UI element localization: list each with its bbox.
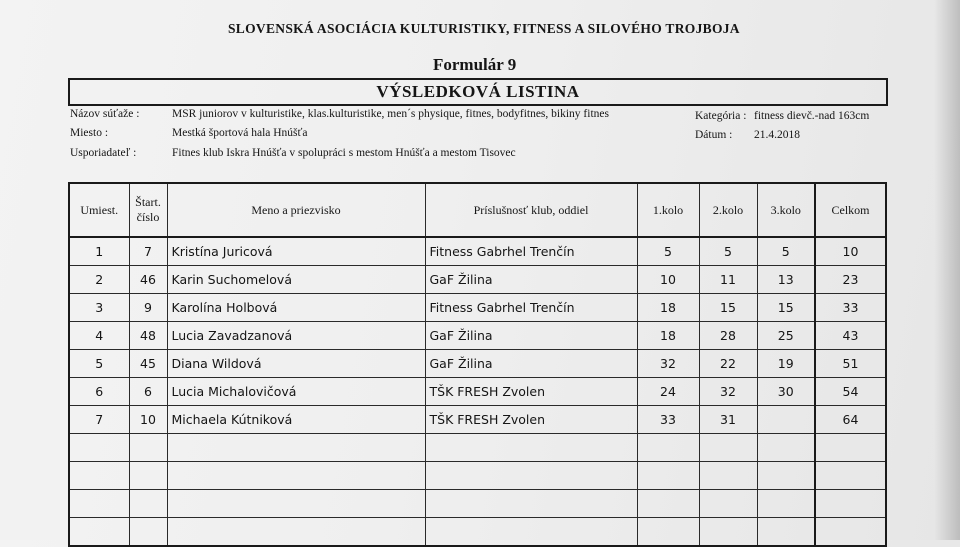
cell-round1: 32	[637, 350, 699, 378]
date-value: 21.4.2018	[754, 129, 800, 141]
table-row	[69, 378, 886, 406]
results-table	[68, 182, 887, 547]
cell-total: 23	[815, 266, 886, 294]
cell-club: TŠK FRESH Zvolen	[425, 406, 637, 434]
competition-label: Názov súťaže :	[70, 108, 140, 120]
cell-round3: 25	[757, 322, 815, 350]
empty-row	[69, 490, 886, 518]
cell-round2: 28	[699, 322, 757, 350]
table-row	[69, 350, 886, 378]
empty-cell	[167, 434, 425, 462]
organizer-label: Usporiadateľ :	[70, 147, 137, 159]
cell-place: 3	[69, 294, 129, 322]
category-value: fitness dievč.-nad 163cm	[754, 110, 870, 122]
cell-club: TŠK FRESH Zvolen	[425, 378, 637, 406]
organization-name: SLOVENSKÁ ASOCIÁCIA KULTURISTIKY, FITNESS A SILOVÉHO TROJBOJA	[228, 21, 740, 36]
empty-cell	[815, 518, 886, 547]
cell-start-number: 10	[129, 406, 167, 434]
empty-cell	[425, 434, 637, 462]
cell-round3: 13	[757, 266, 815, 294]
empty-cell	[815, 490, 886, 518]
cell-total: 51	[815, 350, 886, 378]
empty-cell	[699, 434, 757, 462]
cell-name: Karolína Holbová	[167, 294, 425, 322]
empty-cell	[129, 434, 167, 462]
empty-cell	[637, 490, 699, 518]
col-header-round2: 2.kolo	[699, 183, 757, 237]
cell-total: 10	[815, 237, 886, 266]
col-header-start-number	[129, 183, 167, 237]
empty-cell	[815, 462, 886, 490]
empty-cell	[637, 518, 699, 547]
table-row	[69, 322, 886, 350]
cell-round2: 32	[699, 378, 757, 406]
cell-round2: 5	[699, 237, 757, 266]
empty-cell	[637, 462, 699, 490]
empty-cell	[757, 518, 815, 547]
cell-name: Lucia Michalovičová	[167, 378, 425, 406]
empty-cell	[757, 434, 815, 462]
cell-start-number: 46	[129, 266, 167, 294]
cell-place: 5	[69, 350, 129, 378]
empty-cell	[167, 462, 425, 490]
cell-round3: 19	[757, 350, 815, 378]
empty-cell	[69, 518, 129, 547]
empty-cell	[699, 490, 757, 518]
empty-cell	[69, 462, 129, 490]
empty-cell	[129, 490, 167, 518]
venue-label: Miesto :	[70, 127, 109, 139]
empty-cell	[425, 518, 637, 547]
col-header-start-line1: Štart.	[135, 195, 161, 209]
col-header-start-line2: číslo	[136, 210, 160, 224]
col-header-place: Umiest.	[69, 183, 129, 237]
cell-club: GaF Žilina	[425, 322, 637, 350]
cell-place: 2	[69, 266, 129, 294]
cell-round3	[757, 406, 815, 434]
cell-round3: 15	[757, 294, 815, 322]
cell-round1: 33	[637, 406, 699, 434]
empty-cell	[167, 518, 425, 547]
empty-cell	[757, 490, 815, 518]
cell-start-number: 45	[129, 350, 167, 378]
cell-club: GaF Žilina	[425, 266, 637, 294]
cell-start-number: 48	[129, 322, 167, 350]
title-box	[68, 78, 888, 106]
form-number: Formulár 9	[433, 55, 517, 74]
cell-place: 4	[69, 322, 129, 350]
table-row	[69, 294, 886, 322]
cell-name: Karin Suchomelová	[167, 266, 425, 294]
col-header-total: Celkom	[815, 183, 886, 237]
empty-cell	[129, 518, 167, 547]
empty-row	[69, 518, 886, 547]
cell-place: 7	[69, 406, 129, 434]
cell-total: 54	[815, 378, 886, 406]
cell-club: Fitness Gabrhel Trenčín	[425, 237, 637, 266]
empty-cell	[815, 434, 886, 462]
cell-club: GaF Žilina	[425, 350, 637, 378]
table-row	[69, 406, 886, 434]
empty-cell	[69, 434, 129, 462]
col-header-club: Príslušnosť klub, oddiel	[425, 183, 637, 237]
table-header-row	[69, 183, 886, 237]
cell-total: 33	[815, 294, 886, 322]
cell-round1: 18	[637, 294, 699, 322]
empty-cell	[699, 518, 757, 547]
empty-cell	[167, 490, 425, 518]
cell-total: 64	[815, 406, 886, 434]
cell-place: 6	[69, 378, 129, 406]
cell-club: Fitness Gabrhel Trenčín	[425, 294, 637, 322]
table-row	[69, 237, 886, 266]
col-header-round3: 3.kolo	[757, 183, 815, 237]
date-label: Dátum :	[695, 129, 733, 141]
cell-round1: 18	[637, 322, 699, 350]
document-title: VÝSLEDKOVÁ LISTINA	[376, 82, 580, 101]
cell-start-number: 9	[129, 294, 167, 322]
cell-round1: 5	[637, 237, 699, 266]
cell-name: Lucia Zavadzanová	[167, 322, 425, 350]
cell-round2: 15	[699, 294, 757, 322]
cell-place: 1	[69, 237, 129, 266]
cell-total: 43	[815, 322, 886, 350]
empty-row	[69, 434, 886, 462]
cell-name: Kristína Juricová	[167, 237, 425, 266]
category-label: Kategória :	[695, 110, 747, 122]
cell-start-number: 6	[129, 378, 167, 406]
cell-round3: 30	[757, 378, 815, 406]
empty-cell	[699, 462, 757, 490]
cell-round2: 31	[699, 406, 757, 434]
empty-cell	[69, 490, 129, 518]
empty-cell	[637, 434, 699, 462]
organizer-value: Fitnes klub Iskra Hnúšťa v spolupráci s mestom Hnúšťa a mestom Tisovec	[172, 147, 516, 159]
empty-cell	[129, 462, 167, 490]
venue-value: Mestká športová hala Hnúšťa	[172, 127, 308, 139]
empty-cell	[757, 462, 815, 490]
cell-name: Diana Wildová	[167, 350, 425, 378]
cell-round2: 22	[699, 350, 757, 378]
cell-round1: 10	[637, 266, 699, 294]
cell-round1: 24	[637, 378, 699, 406]
empty-cell	[425, 490, 637, 518]
col-header-round1: 1.kolo	[637, 183, 699, 237]
cell-start-number: 7	[129, 237, 167, 266]
cell-round3: 5	[757, 237, 815, 266]
empty-row	[69, 462, 886, 490]
cell-round2: 11	[699, 266, 757, 294]
cell-name: Michaela Kútniková	[167, 406, 425, 434]
page-edge-shadow	[934, 0, 960, 540]
competition-value: MSR juniorov v kulturistike, klas.kulturistike, men´s physique, fitnes, bodyfitnes, bikiny fitnes	[172, 108, 609, 120]
table-row	[69, 266, 886, 294]
empty-cell	[425, 462, 637, 490]
col-header-name: Meno a priezvisko	[167, 183, 425, 237]
